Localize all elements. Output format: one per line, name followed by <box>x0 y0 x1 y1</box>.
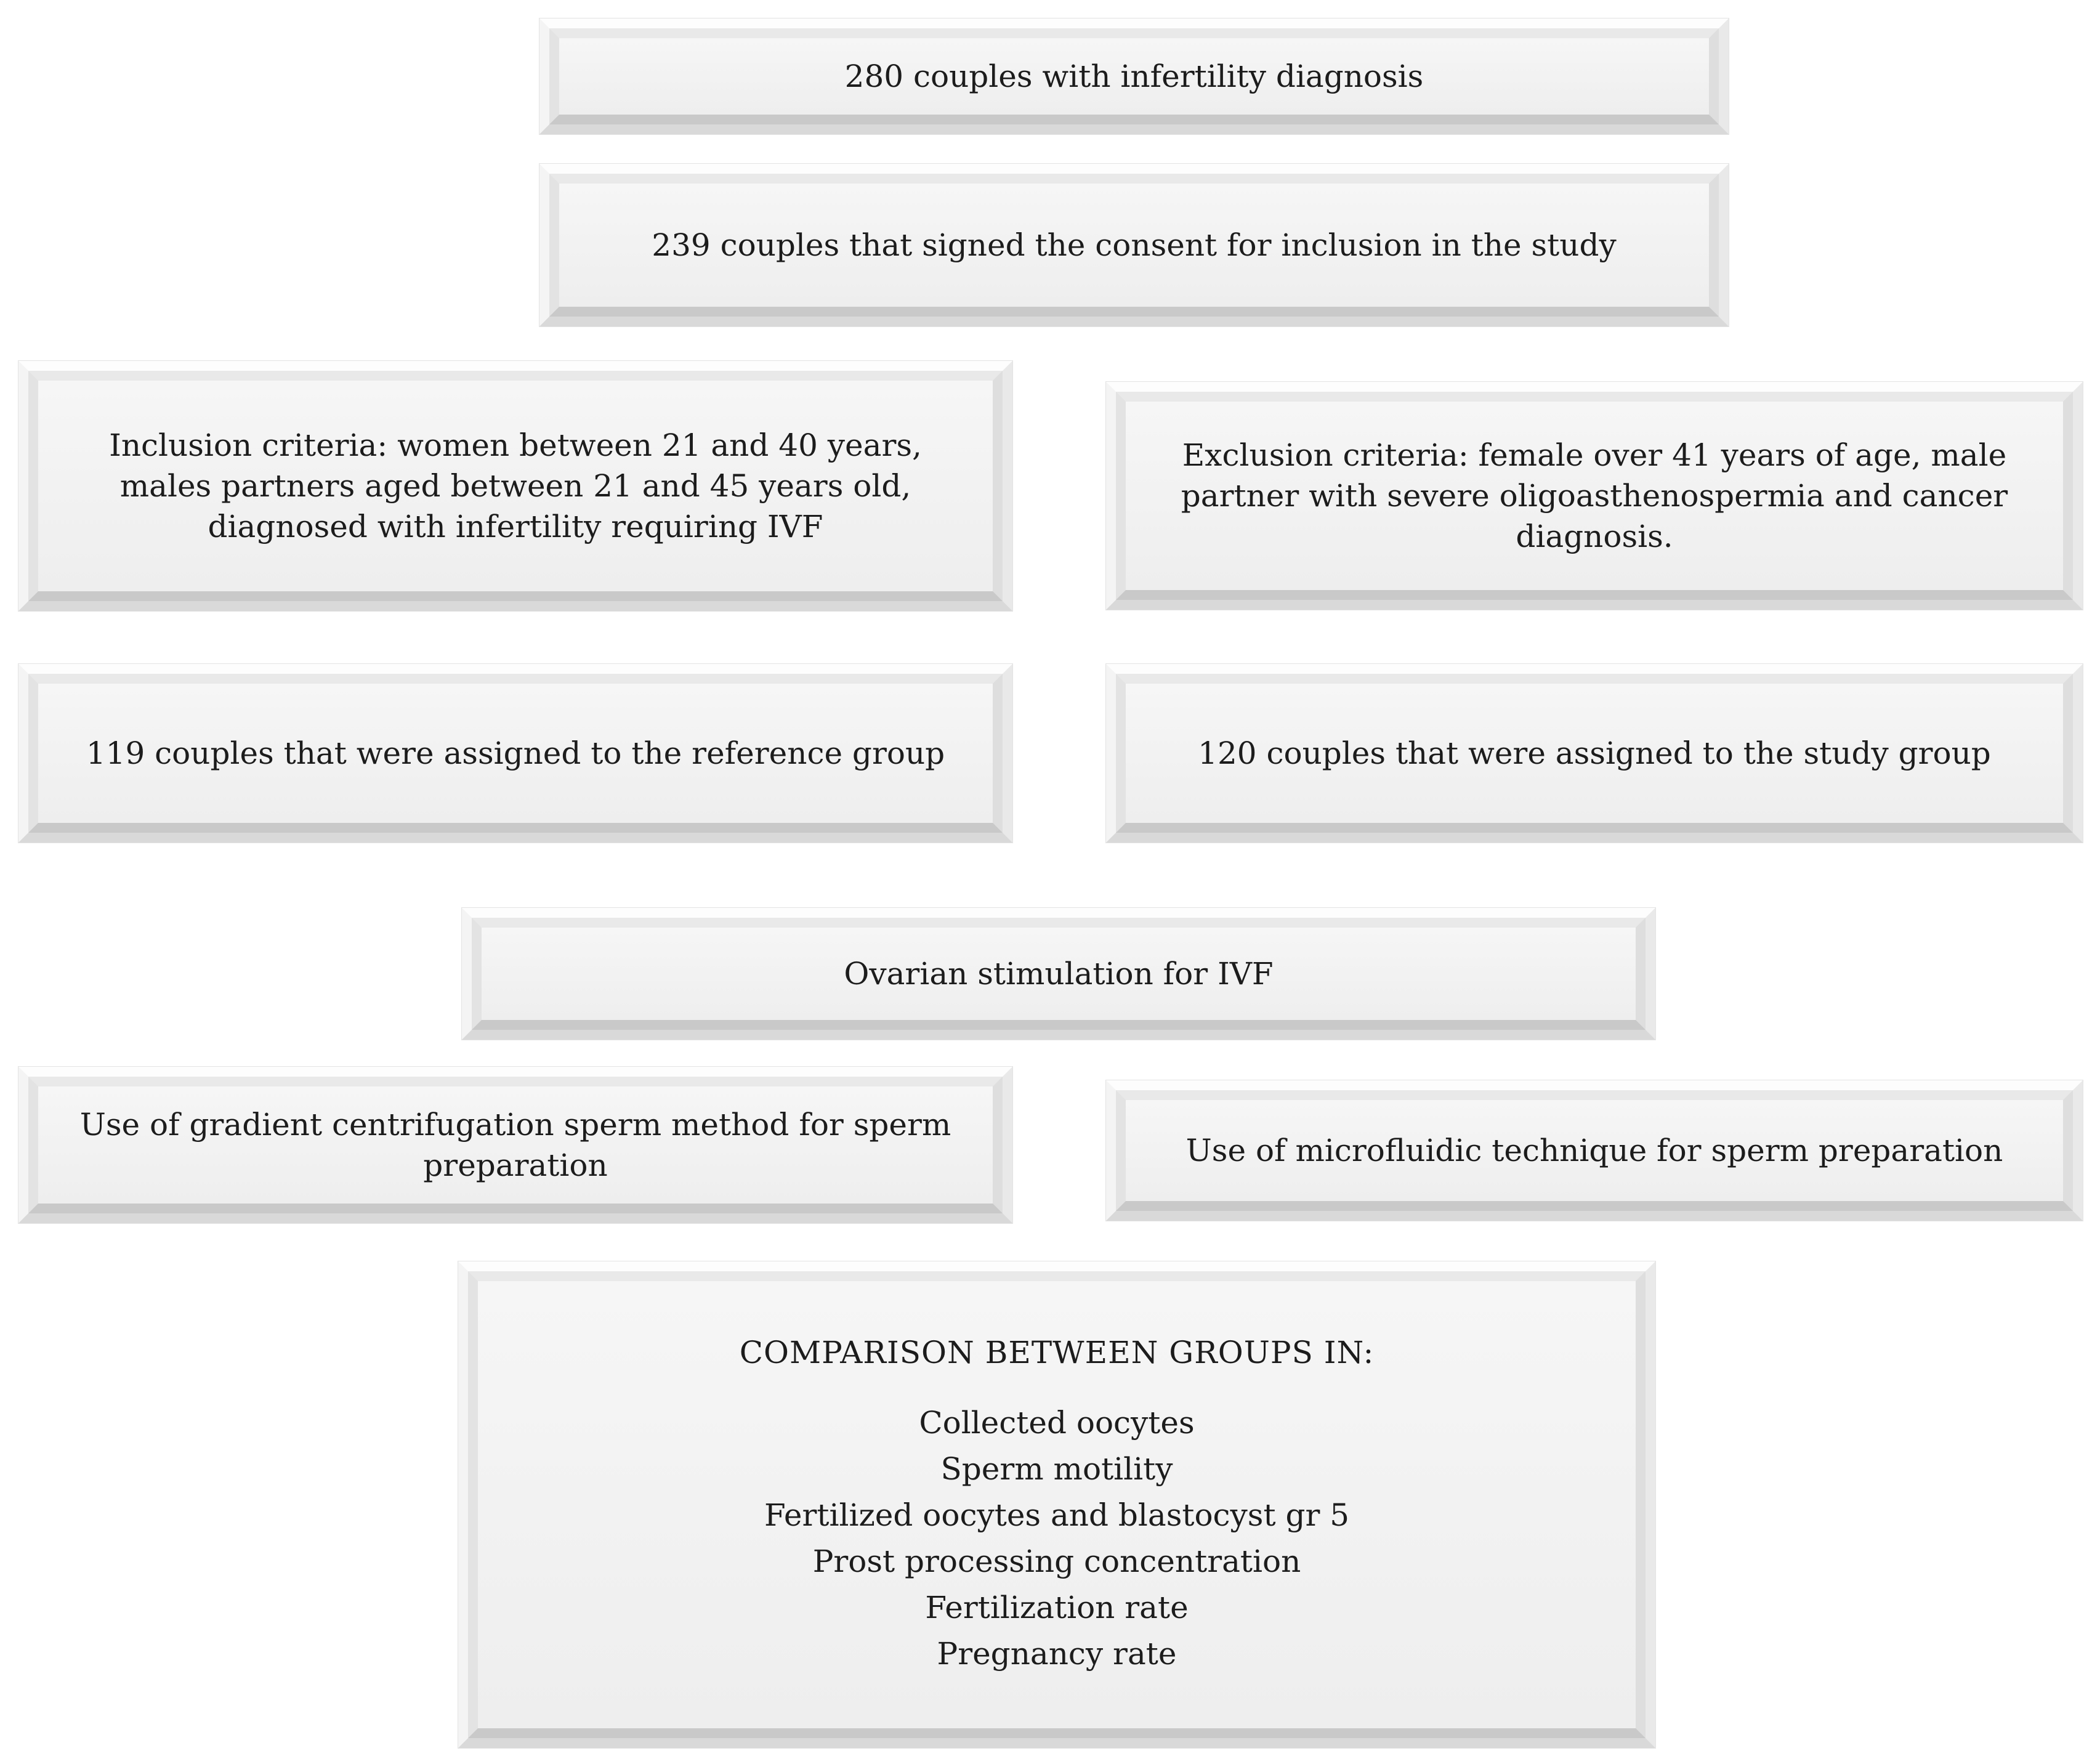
flow-box-face <box>1116 392 2073 600</box>
flow-box-label: Use of microfluidic technique for sperm preparation <box>1185 1133 2003 1168</box>
flow-box-reference-group <box>18 664 1012 843</box>
flow-box-gradient-centrifugation <box>18 1067 1012 1223</box>
comparison-title: COMPARISON BETWEEN GROUPS IN: <box>739 1334 1375 1370</box>
flow-box-comparison <box>458 1261 1655 1748</box>
flow-box-face <box>468 1271 1646 1738</box>
flow-box-signed-consent <box>539 164 1729 326</box>
comparison-item-prost-processing: Prost processing concentration <box>812 1543 1301 1579</box>
comparison-item-sperm-motility: Sperm motility <box>940 1450 1173 1487</box>
flow-box-face <box>472 918 1646 1030</box>
flow-box-exclusion-criteria <box>1106 382 2083 610</box>
comparison-list <box>764 1400 1349 1677</box>
flow-box-study-group <box>1106 664 2083 843</box>
flow-box-face <box>28 1077 1003 1213</box>
flow-box-ovarian-stimulation <box>462 908 1655 1040</box>
flow-box-face <box>1116 1090 2073 1211</box>
flow-box-label: 119 couples that were assigned to the reference group <box>86 735 945 771</box>
flow-box-label: 239 couples that signed the consent for inclusion in the study <box>652 227 1617 263</box>
flow-box-inclusion-criteria <box>18 361 1012 611</box>
flow-box-face <box>1116 674 2073 833</box>
flow-box-label: 280 couples with infertility diagnosis <box>844 59 1424 94</box>
flow-box-label: Exclusion criteria: female over 41 years of age, male partner with severe oligoasthenospermia and cancer diagnosis. <box>1181 437 2008 554</box>
flow-box-face <box>28 371 1003 601</box>
comparison-item-fertilized-oocytes: Fertilized oocytes and blastocyst gr 5 <box>764 1497 1350 1533</box>
comparison-item-collected-oocytes: Collected oocytes <box>919 1404 1195 1441</box>
comparison-item-fertilization-rate: Fertilization rate <box>925 1589 1189 1625</box>
flow-box-label: 120 couples that were assigned to the study group <box>1198 735 1991 771</box>
flow-box-microfluidic-technique <box>1106 1080 2083 1221</box>
flow-box-face <box>28 674 1003 833</box>
flow-box-infertility-diagnosis <box>539 18 1729 134</box>
comparison-item-pregnancy-rate: Pregnancy rate <box>937 1635 1177 1672</box>
flow-box-label: Inclusion criteria: women between 21 and 40 years, males partners aged between 21 and 45 years old, diagnosed with infertility requiring IVF <box>109 427 922 544</box>
flow-box-label: Ovarian stimulation for IVF <box>844 956 1274 992</box>
flow-box-face <box>549 28 1719 124</box>
flow-box-face <box>549 174 1719 317</box>
flow-box-label: Use of gradient centrifugation sperm method for sperm preparation <box>79 1107 951 1183</box>
